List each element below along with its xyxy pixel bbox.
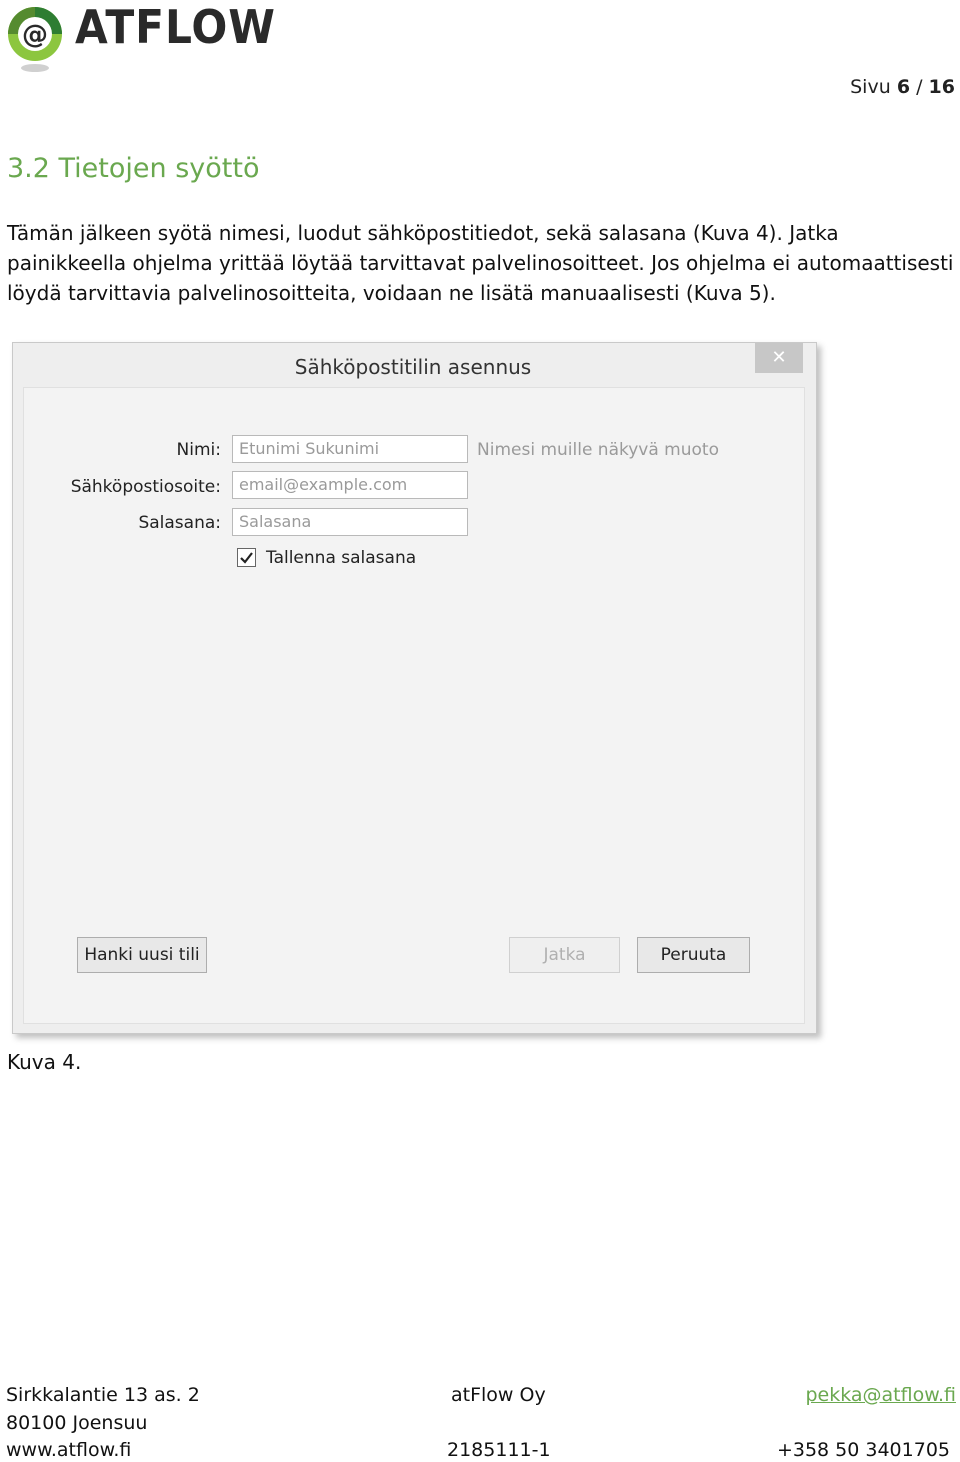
page-current: 6 <box>896 76 911 98</box>
password-label: Salasana: <box>138 513 221 533</box>
new-account-button[interactable]: Hanki uusi tili <box>77 937 207 973</box>
remember-password-label[interactable]: Tallenna salasana <box>266 548 417 568</box>
page-separator: / <box>916 76 923 98</box>
remember-password-checkbox[interactable] <box>237 548 256 567</box>
footer-website[interactable]: www.atflow.fi <box>6 1439 132 1461</box>
footer-address-line2: 80100 Joensuu <box>6 1412 148 1434</box>
footer-company: atFlow Oy <box>451 1384 546 1406</box>
name-hint: Nimesi muille näkyvä muoto <box>477 440 719 460</box>
name-label: Nimi: <box>176 440 221 460</box>
page-number <box>850 76 955 98</box>
dialog-title: Sähköpostitilin asennus <box>294 355 532 379</box>
checkmark-icon <box>238 549 255 566</box>
logo-wordmark: ATFLOW <box>75 0 276 54</box>
section-heading: 3.2 Tietojen syöttö <box>7 153 260 184</box>
name-input[interactable]: Etunimi Sukunimi <box>232 435 468 463</box>
section-paragraph: Tämän jälkeen syötä nimesi, luodut sähköpostitiedot, sekä salasana (Kuva 4). Jatka painikkeella ohjelma yrittää löytää tarvittavat palvelinosoitteet. Jos ohjelma ei automaattisesti löydä tarvittavia palvelinosoitteita, voidaan ne lisätä manuaalisesti (Kuva 5). <box>7 221 954 305</box>
password-input[interactable]: Salasana <box>232 508 468 536</box>
page-label: Sivu <box>850 76 891 98</box>
dialog-body <box>23 387 805 1024</box>
continue-button[interactable]: Jatka <box>509 937 620 973</box>
atflow-at-icon <box>5 2 67 74</box>
footer-business-id: 2185111-1 <box>447 1439 551 1461</box>
atflow-logo <box>5 2 293 74</box>
svg-text:@: @ <box>22 20 48 50</box>
footer-email-link[interactable]: pekka@atflow.fi <box>805 1384 956 1406</box>
email-label: Sähköpostiosoite: <box>70 477 221 497</box>
account-setup-dialog <box>12 342 817 1034</box>
footer-address-line1: Sirkkalantie 13 as. 2 <box>6 1384 200 1406</box>
cancel-button[interactable]: Peruuta <box>637 937 750 973</box>
email-input[interactable]: email@example.com <box>232 471 468 499</box>
close-button[interactable]: ✕ <box>755 343 803 373</box>
page-total: 16 <box>928 76 955 98</box>
footer-phone: +358 50 3401705 <box>776 1439 950 1461</box>
figure-caption: Kuva 4. <box>7 1050 82 1074</box>
